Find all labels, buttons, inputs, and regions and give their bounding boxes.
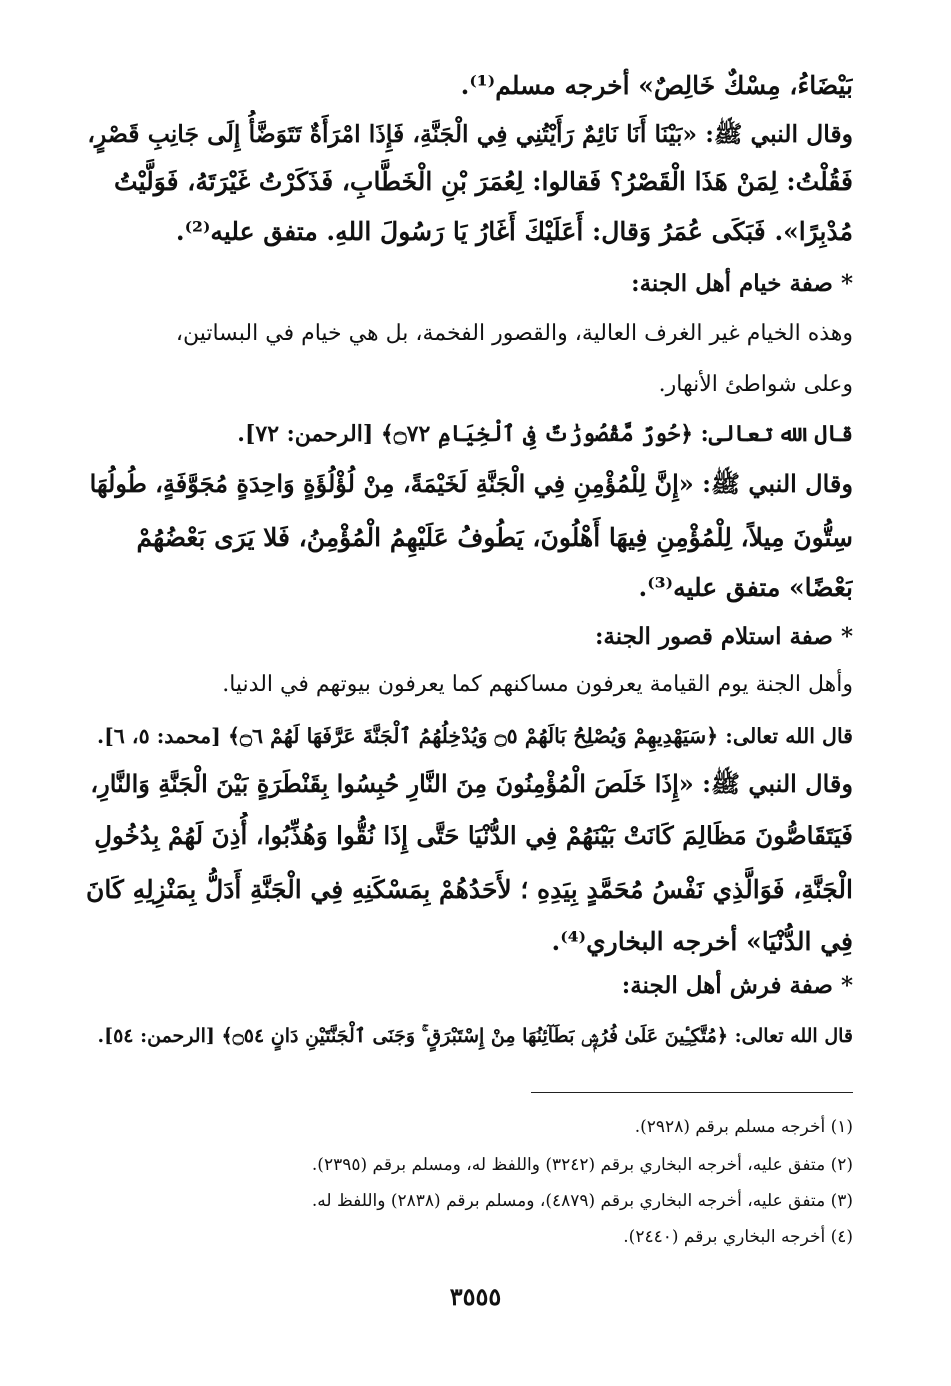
text-line: بَعْضًا» متفق عليه⁽³⁾. <box>638 573 853 602</box>
page-number: ٣٥٥٥ <box>449 1282 502 1311</box>
quran-verse-line: قال الله تعالى: ﴿مُتَّكِـِٔينَ عَلَىٰ فُرُشٍۭ بَطَآئِنُهَا مِنْ إِسْتَبْرَقٍ ۚ وَجَنَى ٱلْجَنَّتَيْنِ دَانٍ ۝٥٤﴾ [الرحمن: ٥٤]. <box>97 1025 853 1047</box>
text-line: وقال النبي ﷺ: «إِذَا خَلَصَ الْمُؤْمِنُونَ مِنَ النَّارِ حُبِسُوا بِقَنْطَرَةٍ بَيْنَ الْجَنَّةِ وَالنَّارِ، <box>90 769 853 798</box>
text-line: فَيَتَقَاصُّونَ مَظَالِمَ كَانَتْ بَيْنَهُمْ فِي الدُّنْيَا حَتَّى إِذَا نُقُّوا وَهُذِّبُوا، أُذِنَ لَهُمْ بِدُخُولِ <box>94 821 853 850</box>
text-line: وأهل الجنة يوم القيامة يعرفون مساكنهم كما يعرفون بيوتهم في الدنيا. <box>222 672 853 697</box>
text-line: فِي الدُّنْيَا» أخرجه البخاري⁽⁴⁾. <box>551 927 853 956</box>
footnote-separator <box>531 1092 853 1093</box>
text-line: وقال النبي ﷺ: «بَيْنَا أَنَا نَائِمٌ رَأَيْتُنِي فِي الْجَنَّةِ، فَإِذَا امْرَأَةٌ تَتَوَضَّأُ إِلَى جَانِبِ قَصْرٍ، <box>87 120 853 148</box>
text-line: سِتُّونَ مِيلاً، لِلْمُؤْمِنِ فِيهَا أَهْلُونَ، يَطُوفُ عَلَيْهِمُ الْمُؤْمِنُ، فَلا يَرَى بَعْضُهُمْ <box>136 523 853 552</box>
section-heading: * صفة خيام أهل الجنة: <box>631 270 853 297</box>
text-line: وعلى شواطئ الأنهار. <box>658 372 853 397</box>
text-line: فَقُلْتُ: لِمَنْ هَذَا الْقَصْرُ؟ فَقالوا: لِعُمَرَ بْنِ الْخَطَّابِ، فَذَكَرْتُ غَيْرَتَهُ، فَوَلَّيْتُ <box>114 167 853 196</box>
quran-verse-line: قال الله تعالى: ﴿سَيَهْدِيهِمْ وَيُصْلِحُ بَالَهُمْ ۝٥ وَيُدْخِلُهُمُ ٱلْجَنَّةَ عَرَّفَهَا لَهُمْ ۝٦﴾ [محمد: ٥، ٦]. <box>96 724 853 748</box>
footnote: (٢) متفق عليه، أخرجه البخاري برقم (٣٢٤٢) واللفظ له، ومسلم برقم (٢٣٩٥). <box>311 1155 853 1175</box>
footnote: (١) أخرجه مسلم برقم (٢٩٢٨). <box>634 1117 853 1137</box>
section-heading: * صفة فرش أهل الجنة: <box>621 972 853 999</box>
quran-verse-line: قال الله تعالى: ﴿حُورٌ مَّقْصُورَٰتٌ فِى ٱلْخِيَامِ ۝٧٢﴾ [الرحمن: ٧٢]. <box>237 421 853 447</box>
footnote: (٣) متفق عليه، أخرجه البخاري برقم (٤٨٧٩)، ومسلم برقم (٢٨٣٨) واللفظ له. <box>311 1191 853 1211</box>
section-heading: * صفة استلام قصور الجنة: <box>594 623 853 650</box>
text-line: وقال النبي ﷺ: «إِنَّ لِلْمُؤْمِنِ فِي الْجَنَّةِ لَخَيْمَةً، مِنْ لُؤْلُؤَةٍ وَاحِدَةٍ مُجَوَّفَةٍ، طُولُهَا <box>89 469 853 498</box>
text-line: بَيْضَاءُ، مِسْكٌ خَالِصٌ» أخرجه مسلم⁽¹⁾. <box>460 71 853 100</box>
text-line: الْجَنَّةِ، فَوَالَّذِي نَفْسُ مُحَمَّدٍ بِيَدِهِ ؛ لأَحَدُهُمْ بِمَسْكَنِهِ فِي الْجَنَّةِ أَدَلُّ بِمَنْزِلِهِ كَانَ <box>86 875 853 904</box>
text-line: وهذه الخيام غير الغرف العالية، والقصور الفخمة، بل هي خيام في البساتين، <box>175 321 853 346</box>
footnote: (٤) أخرجه البخاري برقم (٢٤٤٠). <box>623 1227 853 1247</box>
text-line: مُدْبِرًا». فَبَكَى عُمَرُ وَقال: أَعَلَيْكَ أَغَارُ يَا رَسُولَ اللهِ. متفق عليه⁽²⁾. <box>175 217 853 246</box>
